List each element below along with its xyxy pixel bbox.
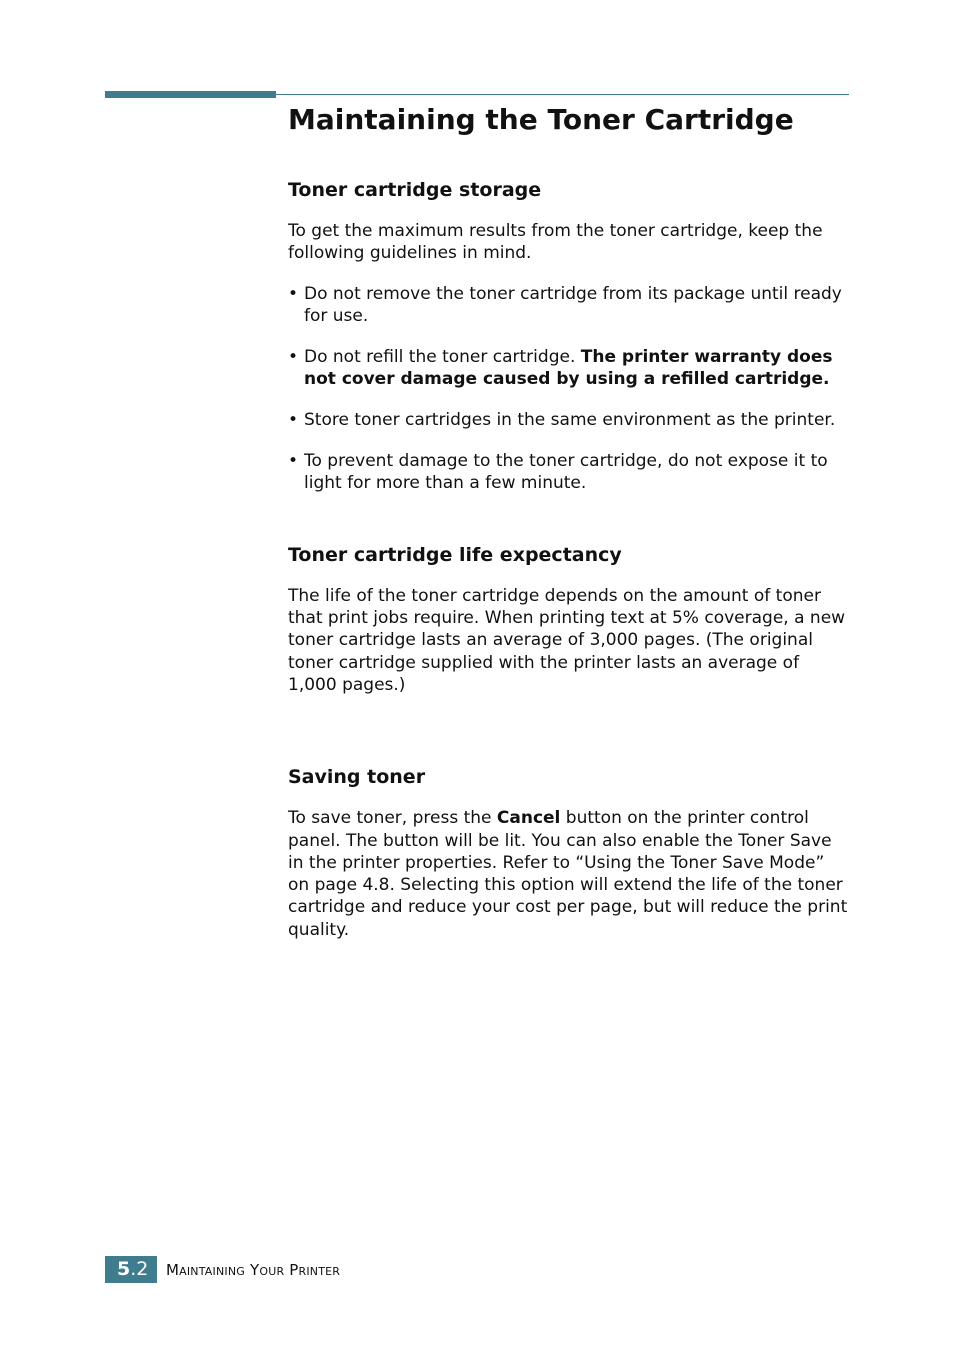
bullet-icon: •	[288, 410, 299, 431]
storage-guidelines-list	[288, 283, 850, 495]
list-item	[288, 450, 850, 495]
bullet-icon: •	[288, 346, 299, 367]
saving-toner-body	[288, 807, 850, 941]
list-item-text: Store toner cartridges in the same environment as the printer.	[304, 410, 836, 431]
saving-text-start: To save toner, press the	[288, 808, 497, 829]
section-heading-life-expectancy: Toner cartridge life expectancy	[288, 543, 622, 566]
list-item-text: Do not refill the toner cartridge.	[304, 346, 581, 367]
storage-intro: To get the maximum results from the toner cartridge, keep the following guidelines in mind.	[288, 221, 823, 264]
footer-section-title: Maintaining Your Printer	[166, 1261, 341, 1279]
list-item	[288, 283, 850, 328]
cancel-button-name: Cancel	[496, 808, 561, 829]
header-rule	[276, 94, 849, 95]
bullet-icon: •	[288, 451, 299, 472]
list-item-text: Do not remove the toner cartridge from its package until ready for use.	[304, 283, 842, 326]
list-item	[288, 346, 850, 391]
page-title: Maintaining the Toner Cartridge	[288, 103, 794, 136]
bullet-icon: •	[288, 283, 299, 304]
page-number-badge	[105, 1256, 157, 1283]
life-expectancy-body: The life of the toner cartridge depends on the amount of toner that print jobs require. When printing text at 5% coverage, a new toner cartridge lasts an average of 3,000 pages. (The original toner cartridge supplied with the printer lasts an average of 1,000 pages.)	[288, 585, 846, 695]
main-content	[288, 100, 850, 941]
list-item-text: To prevent damage to the toner cartridge, do not expose it to light for more than a few minute.	[304, 451, 828, 494]
chapter-number: 5	[117, 1258, 131, 1280]
section-heading-saving-toner: Saving toner	[288, 766, 426, 789]
section-heading-storage: Toner cartridge storage	[288, 179, 542, 201]
saving-text-rest: button on the printer control panel. The button will be lit. You can also enable the Toner Save in the printer properties. Refer to “Using the Toner Save Mode” on page 4.8. Selecting this option will extend the life of the toner cartridge and reduce your cost per page, but will reduce the print quality.	[288, 808, 848, 940]
list-item	[288, 409, 850, 431]
warranty-warning: The printer warranty does not cover damage caused by using a refilled cartridge.	[304, 346, 833, 390]
header-accent-bar	[105, 91, 276, 98]
page-number: .2	[130, 1258, 149, 1280]
